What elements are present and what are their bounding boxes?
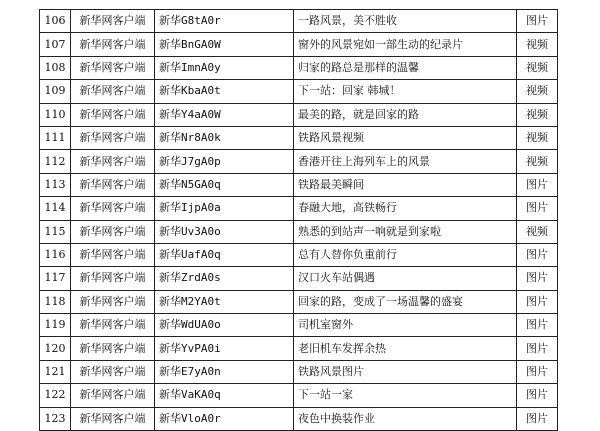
row-number-cell: 115 xyxy=(40,220,71,243)
media-type-cell: 图片 xyxy=(517,384,558,407)
title-cell: 一路风景，美不胜收 xyxy=(294,10,517,33)
title-cell: 春融大地，高铁畅行 xyxy=(294,197,517,220)
row-number-cell: 120 xyxy=(40,337,71,360)
table-row xyxy=(40,243,558,266)
source-cell: 新华网客户端 xyxy=(71,126,155,149)
source-cell: 新华网客户端 xyxy=(71,267,155,290)
media-type-cell: 图片 xyxy=(517,360,558,383)
title-cell: 汉口火车站偶遇 xyxy=(294,267,517,290)
account-id-cell: 新华IjpA0a xyxy=(155,197,294,220)
account-id-cell: 新华ZrdA0s xyxy=(155,267,294,290)
account-id-cell: 新华G8tA0r xyxy=(155,10,294,33)
table-row xyxy=(40,150,558,173)
title-cell: 铁路风景图片 xyxy=(294,360,517,383)
source-cell: 新华网客户端 xyxy=(71,360,155,383)
table-row xyxy=(40,314,558,337)
table-row xyxy=(40,173,558,196)
table-row xyxy=(40,407,558,430)
title-cell: 香港开往上海列车上的风景 xyxy=(294,150,517,173)
row-number-cell: 110 xyxy=(40,103,71,126)
row-number-cell: 108 xyxy=(40,56,71,79)
account-id-cell: 新华ImnA0y xyxy=(155,56,294,79)
table-row xyxy=(40,337,558,360)
title-cell: 回家的路，变成了一场温馨的盛宴 xyxy=(294,290,517,313)
title-cell: 司机室窗外 xyxy=(294,314,517,337)
title-cell: 夜色中换装作业 xyxy=(294,407,517,430)
row-number-cell: 118 xyxy=(40,290,71,313)
source-cell: 新华网客户端 xyxy=(71,80,155,103)
source-cell: 新华网客户端 xyxy=(71,103,155,126)
title-cell: 总有人替你负重前行 xyxy=(294,243,517,266)
media-type-cell: 视频 xyxy=(517,33,558,56)
row-number-cell: 106 xyxy=(40,10,71,33)
media-type-cell: 视频 xyxy=(517,220,558,243)
media-type-cell: 图片 xyxy=(517,337,558,360)
media-type-cell: 视频 xyxy=(517,103,558,126)
media-type-cell: 图片 xyxy=(517,173,558,196)
source-cell: 新华网客户端 xyxy=(71,56,155,79)
title-cell: 最美的路，就是回家的路 xyxy=(294,103,517,126)
source-cell: 新华网客户端 xyxy=(71,243,155,266)
source-cell: 新华网客户端 xyxy=(71,407,155,430)
account-id-cell: 新华WdUA0o xyxy=(155,314,294,337)
submission-record-table xyxy=(39,9,558,431)
table-body xyxy=(40,10,558,431)
row-number-cell: 116 xyxy=(40,243,71,266)
title-cell: 铁路最美瞬间 xyxy=(294,173,517,196)
media-type-cell: 图片 xyxy=(517,197,558,220)
table-row xyxy=(40,56,558,79)
account-id-cell: 新华VloA0r xyxy=(155,407,294,430)
source-cell: 新华网客户端 xyxy=(71,33,155,56)
account-id-cell: 新华J7gA0p xyxy=(155,150,294,173)
account-id-cell: 新华E7yA0n xyxy=(155,360,294,383)
title-cell: 归家的路总是那样的温馨 xyxy=(294,56,517,79)
source-cell: 新华网客户端 xyxy=(71,384,155,407)
table-row xyxy=(40,103,558,126)
account-id-cell: 新华Uv3A0o xyxy=(155,220,294,243)
media-type-cell: 图片 xyxy=(517,290,558,313)
title-cell: 下一站：回家 韩城！ xyxy=(294,80,517,103)
row-number-cell: 114 xyxy=(40,197,71,220)
row-number-cell: 111 xyxy=(40,126,71,149)
table-row xyxy=(40,220,558,243)
media-type-cell: 视频 xyxy=(517,80,558,103)
table-row xyxy=(40,126,558,149)
row-number-cell: 107 xyxy=(40,33,71,56)
table-row xyxy=(40,33,558,56)
table-row xyxy=(40,267,558,290)
source-cell: 新华网客户端 xyxy=(71,337,155,360)
row-number-cell: 123 xyxy=(40,407,71,430)
media-type-cell: 视频 xyxy=(517,150,558,173)
source-cell: 新华网客户端 xyxy=(71,314,155,337)
account-id-cell: 新华UafA0q xyxy=(155,243,294,266)
title-cell: 下一站一家 xyxy=(294,384,517,407)
account-id-cell: 新华N5GA0q xyxy=(155,173,294,196)
source-cell: 新华网客户端 xyxy=(71,173,155,196)
title-cell: 老旧机车发挥余热 xyxy=(294,337,517,360)
row-number-cell: 117 xyxy=(40,267,71,290)
row-number-cell: 121 xyxy=(40,360,71,383)
row-number-cell: 109 xyxy=(40,80,71,103)
account-id-cell: 新华Nr8A0k xyxy=(155,126,294,149)
source-cell: 新华网客户端 xyxy=(71,220,155,243)
account-id-cell: 新华VaKA0q xyxy=(155,384,294,407)
source-cell: 新华网客户端 xyxy=(71,290,155,313)
title-cell: 熟悉的到站声一响就是到家啦 xyxy=(294,220,517,243)
account-id-cell: 新华M2YA0t xyxy=(155,290,294,313)
account-id-cell: 新华BnGA0W xyxy=(155,33,294,56)
table-row xyxy=(40,290,558,313)
media-type-cell: 图片 xyxy=(517,407,558,430)
account-id-cell: 新华Y4aA0W xyxy=(155,103,294,126)
media-type-cell: 视频 xyxy=(517,126,558,149)
media-type-cell: 视频 xyxy=(517,56,558,79)
media-type-cell: 图片 xyxy=(517,243,558,266)
media-type-cell: 图片 xyxy=(517,314,558,337)
table-row xyxy=(40,384,558,407)
source-cell: 新华网客户端 xyxy=(71,197,155,220)
source-cell: 新华网客户端 xyxy=(71,10,155,33)
table-row xyxy=(40,360,558,383)
table-row xyxy=(40,197,558,220)
source-cell: 新华网客户端 xyxy=(71,150,155,173)
media-type-cell: 图片 xyxy=(517,267,558,290)
row-number-cell: 112 xyxy=(40,150,71,173)
account-id-cell: 新华YvPA0i xyxy=(155,337,294,360)
row-number-cell: 113 xyxy=(40,173,71,196)
row-number-cell: 119 xyxy=(40,314,71,337)
title-cell: 窗外的风景宛如一部生动的纪录片 xyxy=(294,33,517,56)
title-cell: 铁路风景视频 xyxy=(294,126,517,149)
table-row xyxy=(40,80,558,103)
table-row xyxy=(40,10,558,33)
media-type-cell: 图片 xyxy=(517,10,558,33)
row-number-cell: 122 xyxy=(40,384,71,407)
account-id-cell: 新华KbaA0t xyxy=(155,80,294,103)
